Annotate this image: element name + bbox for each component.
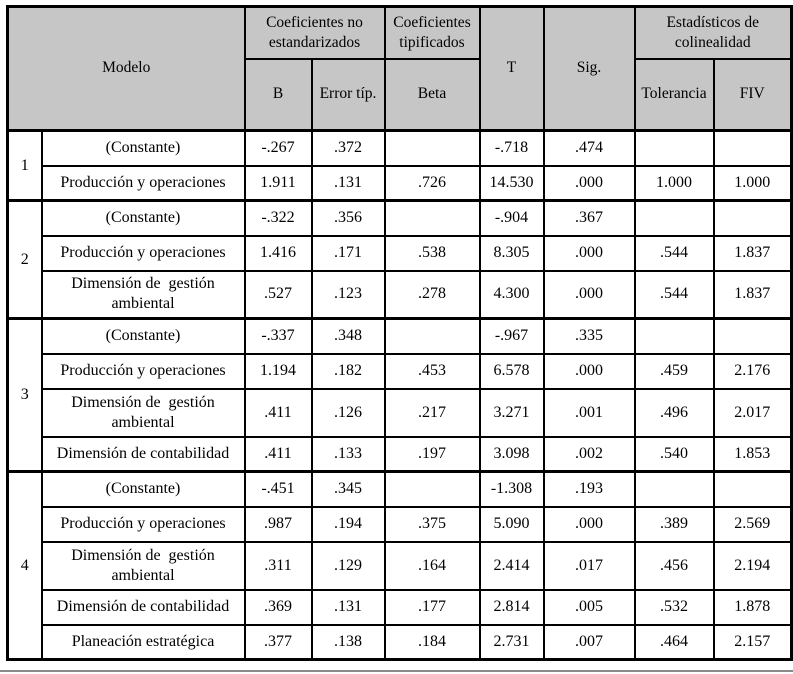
table-row [8,131,792,166]
cell-error-tip: .356 [312,201,385,236]
cell-t: 4.300 [480,271,544,319]
page-bottom-rule [0,670,793,672]
cell-beta: .184 [385,625,480,660]
cell-fiv [714,319,792,354]
cell-beta [385,131,480,166]
cell-beta [385,201,480,236]
cell-sig: .000 [544,507,635,542]
predictor-label: Dimensión de gestión ambiental [42,271,245,319]
cell-sig: .017 [544,542,635,590]
cell-tolerancia: .544 [635,271,714,319]
cell-error-tip: .129 [312,542,385,590]
cell-beta [385,472,480,507]
cell-tolerancia: .464 [635,625,714,660]
cell-fiv: 1.878 [714,590,792,625]
predictor-label: Planeación estratégica [42,625,245,660]
cell-b: 1.911 [245,166,312,201]
cell-error-tip: .372 [312,131,385,166]
cell-fiv: 2.176 [714,354,792,389]
cell-t: 2.814 [480,590,544,625]
predictor-label: Dimensión de gestión ambiental [42,542,245,590]
cell-fiv [714,472,792,507]
cell-t: -.718 [480,131,544,166]
cell-error-tip: .194 [312,507,385,542]
header-sig: Sig. [544,7,635,131]
cell-error-tip: .123 [312,271,385,319]
cell-error-tip: .348 [312,319,385,354]
cell-b: .411 [245,437,312,472]
cell-sig: .367 [544,201,635,236]
table-row [8,166,792,201]
cell-b: .411 [245,389,312,437]
cell-sig: .335 [544,319,635,354]
cell-fiv: 2.017 [714,389,792,437]
cell-beta: .453 [385,354,480,389]
predictor-label: Dimensión de contabilidad [42,590,245,625]
table-row [8,472,792,507]
cell-beta: .217 [385,389,480,437]
cell-tolerancia: .532 [635,590,714,625]
cell-fiv: 2.194 [714,542,792,590]
cell-t: -.967 [480,319,544,354]
table-row [8,354,792,389]
header-fiv: FIV [714,59,792,131]
cell-t: 2.731 [480,625,544,660]
cell-b: 1.194 [245,354,312,389]
predictor-label: (Constante) [42,201,245,236]
cell-b: .527 [245,271,312,319]
cell-b: -.322 [245,201,312,236]
table-row [8,437,792,472]
header-modelo: Modelo [8,7,245,131]
table-row [8,507,792,542]
cell-sig: .002 [544,437,635,472]
cell-error-tip: .345 [312,472,385,507]
table-row [8,389,792,437]
cell-beta: .375 [385,507,480,542]
cell-fiv [714,201,792,236]
cell-sig: .000 [544,166,635,201]
cell-t: 8.305 [480,236,544,271]
cell-beta: .197 [385,437,480,472]
cell-sig: .000 [544,271,635,319]
cell-tolerancia [635,319,714,354]
model-number: 2 [8,201,42,319]
model-number: 1 [8,131,42,201]
cell-tolerancia: .389 [635,507,714,542]
regression-coefficients-table [6,5,793,661]
cell-sig: .007 [544,625,635,660]
cell-tolerancia: .544 [635,236,714,271]
predictor-label: (Constante) [42,131,245,166]
cell-t: 3.271 [480,389,544,437]
cell-t: -.904 [480,201,544,236]
cell-t: 5.090 [480,507,544,542]
cell-beta: .177 [385,590,480,625]
cell-error-tip: .133 [312,437,385,472]
predictor-label: Dimensión de gestión ambiental [42,389,245,437]
table-row [8,236,792,271]
model-number: 4 [8,472,42,660]
cell-b: .987 [245,507,312,542]
cell-b: .369 [245,590,312,625]
model-number: 3 [8,319,42,472]
cell-fiv: 1.853 [714,437,792,472]
predictor-label: Producción y operaciones [42,236,245,271]
cell-tolerancia: 1.000 [635,166,714,201]
header-beta: Beta [385,59,480,131]
cell-sig: .474 [544,131,635,166]
cell-tolerancia: .496 [635,389,714,437]
cell-t: 6.578 [480,354,544,389]
cell-b: -.267 [245,131,312,166]
header-coeficientes-no-estandarizados: Coeficientes no estandarizados [245,7,385,59]
predictor-label: Producción y operaciones [42,507,245,542]
cell-fiv: 2.157 [714,625,792,660]
header-estadisticos-colinealidad: Estadísticos de colinealidad [635,7,792,59]
cell-b: .311 [245,542,312,590]
cell-tolerancia [635,201,714,236]
table-row [8,319,792,354]
cell-t: 14.530 [480,166,544,201]
cell-fiv: 1.000 [714,166,792,201]
cell-error-tip: .171 [312,236,385,271]
cell-beta: .726 [385,166,480,201]
cell-tolerancia: .459 [635,354,714,389]
cell-tolerancia: .456 [635,542,714,590]
cell-tolerancia [635,472,714,507]
table-row [8,625,792,660]
header-b: B [245,59,312,131]
table-row [8,271,792,319]
cell-tolerancia: .540 [635,437,714,472]
header-error-tip: Error típ. [312,59,385,131]
cell-sig: .000 [544,354,635,389]
header-tolerancia: Tolerancia [635,59,714,131]
cell-b: -.337 [245,319,312,354]
header-coeficientes-tipificados: Coeficientes tipificados [385,7,480,59]
cell-beta: .538 [385,236,480,271]
predictor-label: Dimensión de contabilidad [42,437,245,472]
cell-b: .377 [245,625,312,660]
cell-fiv: 1.837 [714,271,792,319]
predictor-label: (Constante) [42,472,245,507]
header-group-row [8,7,792,59]
cell-sig: .193 [544,472,635,507]
header-t: T [480,7,544,131]
cell-sig: .005 [544,590,635,625]
table-row [8,542,792,590]
cell-tolerancia [635,131,714,166]
cell-error-tip: .131 [312,166,385,201]
cell-error-tip: .131 [312,590,385,625]
cell-beta: .278 [385,271,480,319]
cell-b: -.451 [245,472,312,507]
cell-error-tip: .138 [312,625,385,660]
cell-sig: .001 [544,389,635,437]
cell-fiv: 2.569 [714,507,792,542]
cell-fiv: 1.837 [714,236,792,271]
cell-b: 1.416 [245,236,312,271]
cell-t: 2.414 [480,542,544,590]
cell-t: -1.308 [480,472,544,507]
cell-sig: .000 [544,236,635,271]
cell-beta [385,319,480,354]
table-row [8,590,792,625]
cell-t: 3.098 [480,437,544,472]
cell-beta: .164 [385,542,480,590]
cell-fiv [714,131,792,166]
predictor-label: (Constante) [42,319,245,354]
cell-error-tip: .126 [312,389,385,437]
cell-error-tip: .182 [312,354,385,389]
table-row [8,201,792,236]
predictor-label: Producción y operaciones [42,166,245,201]
predictor-label: Producción y operaciones [42,354,245,389]
